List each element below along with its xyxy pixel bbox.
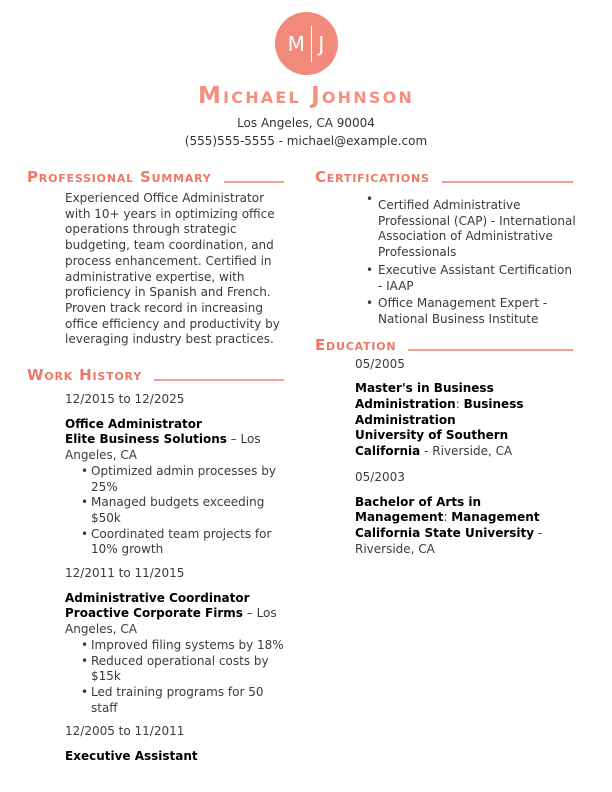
- left-column: [27, 168, 292, 765]
- job-heading: [65, 591, 288, 638]
- section-rule: [154, 379, 284, 381]
- section-rule: [442, 181, 573, 183]
- monogram-left-initial: M: [287, 31, 305, 56]
- summary-content: [27, 191, 292, 348]
- degree: Master's in Business Administration: [355, 381, 494, 412]
- program: Business Administration: [355, 397, 524, 427]
- summary-paragraph: Experienced Office Administrator with 10+ years in optimizing office operations through strategic budgeting, team coordination, and process enhancement. Certified in administrative expertise, with proficiency in Spanish and French. Proven track record in increasing office efficiency and productivity by leveraging industry best practices.: [65, 191, 280, 347]
- job-dates: 12/2015 to 12/2025: [65, 392, 185, 407]
- job-location: Los Angeles, CA: [65, 432, 261, 463]
- monogram-divider: [311, 26, 313, 62]
- education-entry: [355, 357, 577, 460]
- degree-colon: :: [443, 510, 448, 525]
- phone-email-line: (555)555-5555 - michael@example.com: [184, 134, 428, 148]
- job-title: Office Administrator: [65, 416, 202, 431]
- address-line: Los Angeles, CA 90004: [237, 116, 375, 130]
- education-detail: [355, 495, 577, 558]
- section-heading-work-history: [27, 366, 292, 384]
- section-rule: [408, 349, 573, 351]
- certification-item: • Office Management Expert - National Business Institute: [378, 296, 577, 327]
- job-entry: [65, 392, 288, 558]
- education-date: 05/2005: [355, 356, 405, 371]
- contact-block: [0, 114, 612, 150]
- certification-item: • Certified Administrative Professional (CAP) - International Association of Administrative Professionals: [378, 198, 577, 261]
- job-entry: [65, 566, 288, 716]
- resume-header: [0, 0, 612, 150]
- bullet-item: • Managed budgets exceeding $50k: [91, 495, 288, 526]
- program: Management: [451, 510, 540, 525]
- monogram-badge: [275, 12, 338, 75]
- school: University of Southern California: [355, 428, 509, 459]
- section-title: Work History: [27, 366, 142, 385]
- job-company: Proactive Corporate Firms: [65, 606, 243, 621]
- job-location: Los Angeles, CA: [65, 606, 277, 637]
- school-separator: -: [424, 444, 429, 459]
- bullet-item: • Optimized admin processes by 25%: [91, 464, 288, 495]
- job-entry: [65, 724, 288, 764]
- bullet-item: • Coordinated team projects for 10% growth: [91, 527, 288, 558]
- bullet-item: • Improved filing systems by 18%: [91, 638, 288, 654]
- bullet-item: • Reduced operational costs by $15k: [91, 654, 288, 685]
- job-heading: [65, 749, 288, 765]
- certification-item: • Executive Assistant Certification - IAAP: [378, 263, 577, 294]
- section-heading-education: [315, 336, 581, 354]
- section-heading-certifications: [315, 168, 581, 186]
- two-column-body: [0, 168, 612, 765]
- right-column: [315, 168, 581, 557]
- section-title: Education: [315, 335, 397, 354]
- work-history-content: [27, 392, 292, 765]
- section-heading-professional-summary: [27, 168, 292, 186]
- certification-list: [355, 198, 577, 328]
- certifications-content: [315, 198, 581, 328]
- section-title: Professional Summary: [27, 168, 212, 186]
- monogram-right-initial: J: [318, 31, 325, 56]
- person-name: Michael Johnson: [198, 83, 414, 109]
- job-company: Elite Business Solutions: [65, 432, 227, 447]
- job-title: Executive Assistant: [65, 749, 198, 764]
- bullet-item: • Led training programs for 50 staff: [91, 685, 288, 716]
- school-separator: -: [537, 525, 543, 540]
- school: California State University: [355, 525, 535, 540]
- job-dates: 12/2005 to 11/2011: [65, 724, 185, 739]
- job-bullet-list: [65, 464, 288, 558]
- job-separator: –: [230, 432, 237, 447]
- education-entry: [355, 470, 577, 558]
- degree: Bachelor of Arts in Management: [355, 494, 482, 525]
- job-bullet-list: [65, 638, 288, 717]
- education-detail: [355, 381, 577, 460]
- education-date: 05/2003: [355, 469, 405, 484]
- school-location: Riverside, CA: [355, 541, 435, 556]
- degree-colon: :: [455, 397, 460, 412]
- job-title: Administrative Coordinator: [65, 590, 250, 605]
- school-location: Riverside, CA: [432, 444, 513, 459]
- education-content: [315, 357, 581, 558]
- job-separator: –: [246, 606, 253, 621]
- job-dates: 12/2011 to 11/2015: [65, 566, 185, 581]
- section-title: Certifications: [315, 168, 430, 186]
- job-heading: [65, 417, 288, 464]
- section-rule: [224, 181, 284, 183]
